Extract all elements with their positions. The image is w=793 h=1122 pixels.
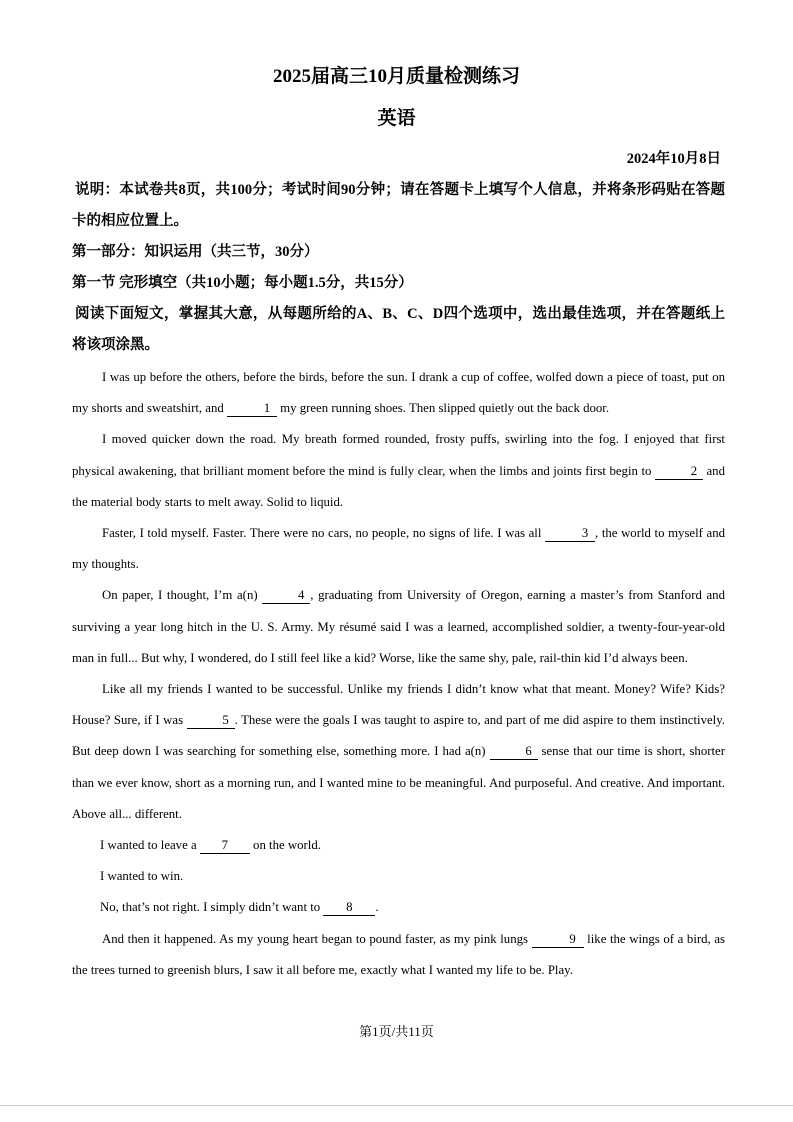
passage-paragraph-5 [72,674,725,830]
paragraph-text: Faster, I told myself. Faster. There were no cars, no people, no signs of life. I was all [102,526,546,541]
paragraph-text: on the world. [249,838,321,853]
exam-title: 2025届高三10月质量检测练习 [272,66,520,87]
paragraph-text: I wanted to win. [100,869,184,884]
paragraph-text: . These were the goals I was taught to aspire to, and part of me did aspire to them instinctively. But deep down I was searching for something else, something more. I had a(n) [72,713,725,759]
paragraph-text: And then it happened. As my young heart began to pound faster, as my pink lungs [102,931,532,946]
cloze-blank-1: 1 [227,400,277,417]
cloze-passage [72,362,725,986]
passage-paragraph-8 [72,892,725,923]
section-directions: 阅读下面短文，掌握其大意，从每题所给的A、B、C、D四个选项中，选出最佳选项，并在答题纸上将该项涂黑。 [72,306,725,353]
exam-date: 2024年10月8日 [626,151,721,167]
cloze-blank-7: 7 [200,837,250,854]
paragraph-text: No, that’s not right. I simply didn’t want to [100,900,324,915]
paragraph-text: , graduating from University of Oregon, earning a master’s from Stanford and surviving a year long hitch in the U. S. Army. My résumé said I was a learned, accomplished soldier, a twenty-four-year-old man in full... But why, I wondered, do I still feel like a kid? Worse, like the same shy, pale, rail-thin kid I’d always been. [72,588,725,665]
passage-paragraph-1 [72,362,725,424]
exam-note: 说明：本试卷共8页，共100分；考试时间90分钟；请在答题卡上填写个人信息，并将条形码贴在答题卡的相应位置上。 [72,182,725,229]
subject-heading: 英语 [377,108,416,129]
cloze-blank-2: 2 [655,463,703,480]
cloze-blank-3: 3 [545,525,595,542]
cloze-blank-6: 6 [490,743,538,760]
paragraph-text: I was up before the others, before the birds, before the sun. I drank a cup of coffee, wolfed down a piece of toast, put on my shorts and sweatshirt, and [72,370,725,416]
paragraph-text: like the wings of a bird, as the trees turned to greenish blurs, I saw it all before me, exactly what I wanted my life to be. Play. [72,931,725,977]
paragraph-text: . [375,900,379,915]
paragraph-text: I moved quicker down the road. My breath formed rounded, frosty puffs, swirling into the fog. I enjoyed that first physical awakening, that brilliant moment before the mind is fully clear, when the limbs and joints first begin to [72,432,725,478]
paragraph-text: Like all my friends I wanted to be successful. Unlike my friends I didn’t know what that meant. Money? Wife? Kids? House? Sure, if I was [72,682,725,728]
cloze-blank-4: 4 [262,587,310,604]
passage-paragraph-7 [72,861,725,892]
page-number: 第1页/共11页 [359,1024,434,1039]
page-divider [0,1105,793,1106]
passage-paragraph-3 [72,518,725,580]
passage-paragraph-2 [72,424,725,518]
paragraph-text: my green running shoes. Then slipped quietly out the back door. [276,401,610,416]
paragraph-text: sense that our time is short, shorter than we ever know, short as a morning run, and I wanted mine to be meaningful. And purposeful. And creative. And important. Above all... different. [72,744,725,821]
passage-paragraph-9 [72,924,725,986]
paragraph-text: , the world to myself and my thoughts. [72,526,726,572]
section-heading: 第一节 完形填空（共10小题；每小题1.5分，共15分） [72,275,413,291]
cloze-blank-5: 5 [187,712,235,729]
passage-paragraph-6 [72,830,725,861]
passage-paragraph-4 [72,580,725,674]
paragraph-text: I wanted to leave a [100,838,200,853]
cloze-blank-9: 9 [532,931,584,948]
part-heading: 第一部分：知识运用（共三节，30分） [72,244,319,260]
paragraph-text: and the material body starts to melt away. Solid to liquid. [72,463,725,509]
paragraph-text: On paper, I thought, I’m a(n) [102,588,263,603]
cloze-blank-8: 8 [323,899,375,916]
